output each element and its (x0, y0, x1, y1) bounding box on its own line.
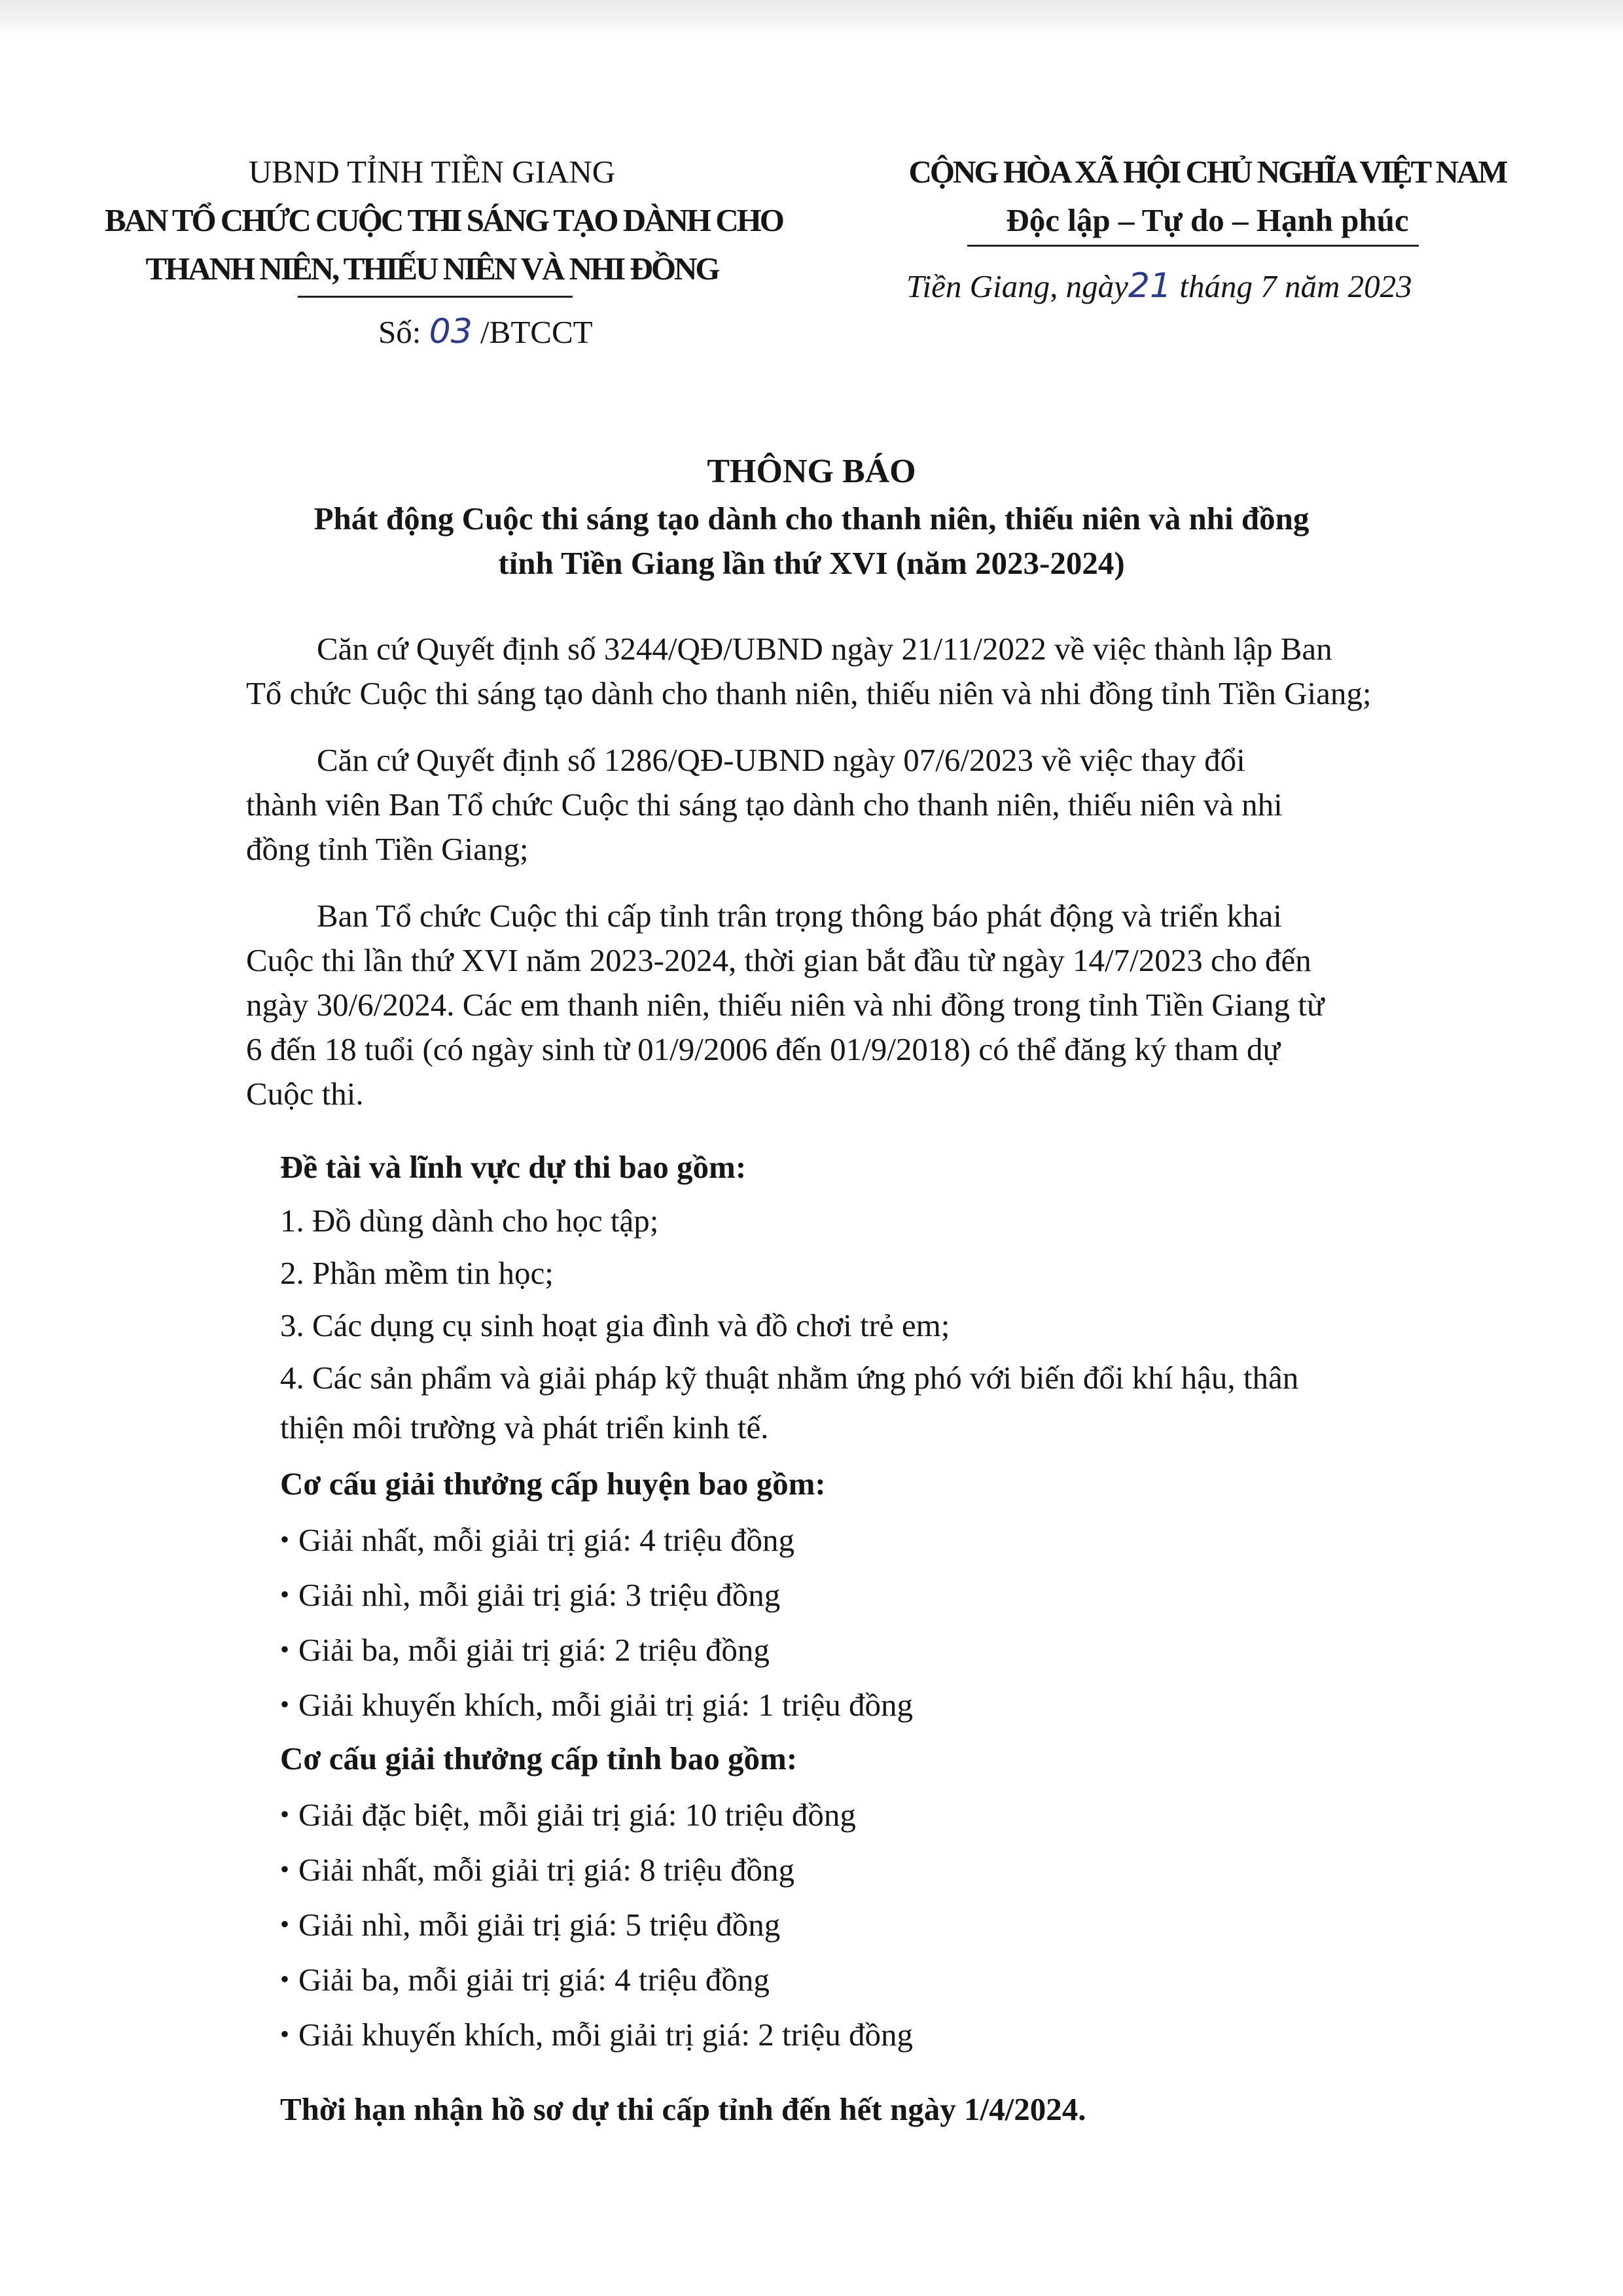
district-prize-2: • Giải nhì, mỗi giải trị giá: 3 triệu đồng (280, 1574, 780, 1618)
document-title (196, 450, 1427, 493)
agency-name-line2 (105, 249, 759, 289)
agency-underline (298, 296, 573, 298)
agency-name-line2-text: THANH NIÊN, THIẾU NIÊN VÀ NHI ĐỒNG (145, 251, 719, 287)
document-subtitle-line2 (196, 542, 1427, 585)
district-prizes-heading: Cơ cấu giải thưởng cấp huyện bao gồm: (280, 1466, 826, 1502)
document-number-handwritten: 03 (429, 312, 473, 351)
para2-line3: đồng tỉnh Tiền Giang; (246, 831, 529, 867)
topic-item-1-number: 1. (280, 1203, 304, 1239)
motto-underline (967, 245, 1419, 247)
para3-line5: Cuộc thi. (246, 1076, 364, 1112)
document-number-prefix: Số: (378, 314, 421, 350)
deadline-notice: Thời hạn nhận hồ sơ dự thi cấp tỉnh đến hết ngày 1/4/2024. (280, 2091, 1086, 2127)
para1-line1: Căn cứ Quyết định số 3244/QĐ/UBND ngày 21/11/2022 về việc thành lập Ban (317, 631, 1332, 667)
para3-line1: Ban Tổ chức Cuộc thi cấp tỉnh trân trọng thông báo phát động và triển khai (317, 898, 1282, 934)
document-subtitle-line2-text: tỉnh Tiền Giang lần thứ XVI (năm 2023-2024) (498, 545, 1125, 581)
district-prize-3: • Giải ba, mỗi giải trị giá: 2 triệu đồng (280, 1629, 770, 1673)
para2-line1: Căn cứ Quyết định số 1286/QĐ-UBND ngày 07/6/2023 về việc thay đổi (317, 742, 1245, 778)
province-prize-5: • Giải khuyến khích, mỗi giải trị giá: 2 triệu đồng (280, 2014, 913, 2058)
national-title-text: CỘNG HÒA XÃ HỘI CHỦ NGHĨA VIỆT NAM (908, 154, 1507, 190)
district-prize-4: • Giải khuyến khích, mỗi giải trị giá: 1 triệu đồng (280, 1684, 913, 1728)
topic-item-4-number: 4. (280, 1360, 304, 1396)
document-title-text: THÔNG BÁO (707, 453, 916, 490)
national-motto-text: Độc lập – Tự do – Hạnh phúc (1006, 202, 1409, 238)
province-prizes-heading: Cơ cấu giải thưởng cấp tỉnh bao gồm: (280, 1740, 798, 1776)
topic-item-3-text: Các dụng cụ sinh hoạt gia đình và đồ chơi trẻ em; (312, 1307, 950, 1343)
agency-name-line1 (105, 200, 783, 241)
province-prize-3: • Giải nhì, mỗi giải trị giá: 5 triệu đồng (280, 1904, 780, 1948)
province-prize-2: • Giải nhất, mỗi giải trị giá: 8 triệu đồng (280, 1849, 794, 1893)
topic-item-3 (280, 1305, 950, 1347)
agency-parent-text: UBND TỈNH TIỀN GIANG (248, 154, 616, 190)
topic-item-1-text: Đồ dùng dành cho học tập; (312, 1203, 659, 1239)
national-title (870, 152, 1544, 192)
place-date-day-handwritten: 21 (1128, 266, 1172, 306)
para3-line4: 6 đến 18 tuổi (có ngày sinh từ 01/9/2006 đến 01/9/2018) có thể đăng ký tham dự (246, 1031, 1281, 1067)
document-number-suffix: /BTCCT (480, 314, 593, 350)
document-subtitle-line1-text: Phát động Cuộc thi sáng tạo dành cho thanh niên, thiếu niên và nhi đồng (313, 501, 1310, 537)
agency-parent (105, 152, 759, 192)
topic-item-4-text: Các sản phẩm và giải pháp kỹ thuật nhằm ứng phó với biến đổi khí hậu, thân (312, 1360, 1299, 1396)
district-prize-1: • Giải nhất, mỗi giải trị giá: 4 triệu đồng (280, 1519, 794, 1563)
para3-line3: ngày 30/6/2024. Các em thanh niên, thiếu niên và nhi đồng trong tỉnh Tiền Giang từ (246, 987, 1325, 1023)
topic-item-4-continuation: thiện môi trường và phát triển kinh tế. (280, 1409, 769, 1445)
para1-line2: Tổ chức Cuộc thi sáng tạo dành cho thanh niên, thiếu niên và nhi đồng tỉnh Tiền Giang; (246, 675, 1372, 711)
place-date (906, 266, 1412, 307)
topics-heading: Đề tài và lĩnh vực dự thi bao gồm: (280, 1149, 747, 1185)
place-date-suffix: tháng 7 năm 2023 (1179, 268, 1412, 304)
topic-item-1 (280, 1200, 658, 1242)
para2-line2: thành viên Ban Tổ chức Cuộc thi sáng tạo dành cho thanh niên, thiếu niên và nhi (246, 786, 1283, 822)
document-subtitle-line1 (196, 497, 1427, 540)
agency-name-line1-text: BAN TỔ CHỨC CUỘC THI SÁNG TẠO DÀNH CHO (105, 202, 783, 238)
province-prize-4: • Giải ba, mỗi giải trị giá: 4 triệu đồng (280, 1959, 770, 2003)
scan-edge (0, 0, 1623, 39)
national-motto (870, 200, 1544, 241)
topic-item-2-number: 2. (280, 1255, 304, 1291)
topic-item-2 (280, 1252, 554, 1294)
topic-item-3-number: 3. (280, 1307, 304, 1343)
province-prize-1: • Giải đặc biệt, mỗi giải trị giá: 10 triệu đồng (280, 1794, 856, 1838)
document-number (378, 311, 593, 353)
para3-line2: Cuộc thi lần thứ XVI năm 2023-2024, thời gian bắt đầu từ ngày 14/7/2023 cho đến (246, 942, 1311, 978)
place-date-prefix: Tiền Giang, ngày (906, 268, 1128, 304)
topic-item-4 (280, 1357, 1298, 1399)
topic-item-2-text: Phần mềm tin học; (312, 1255, 554, 1291)
